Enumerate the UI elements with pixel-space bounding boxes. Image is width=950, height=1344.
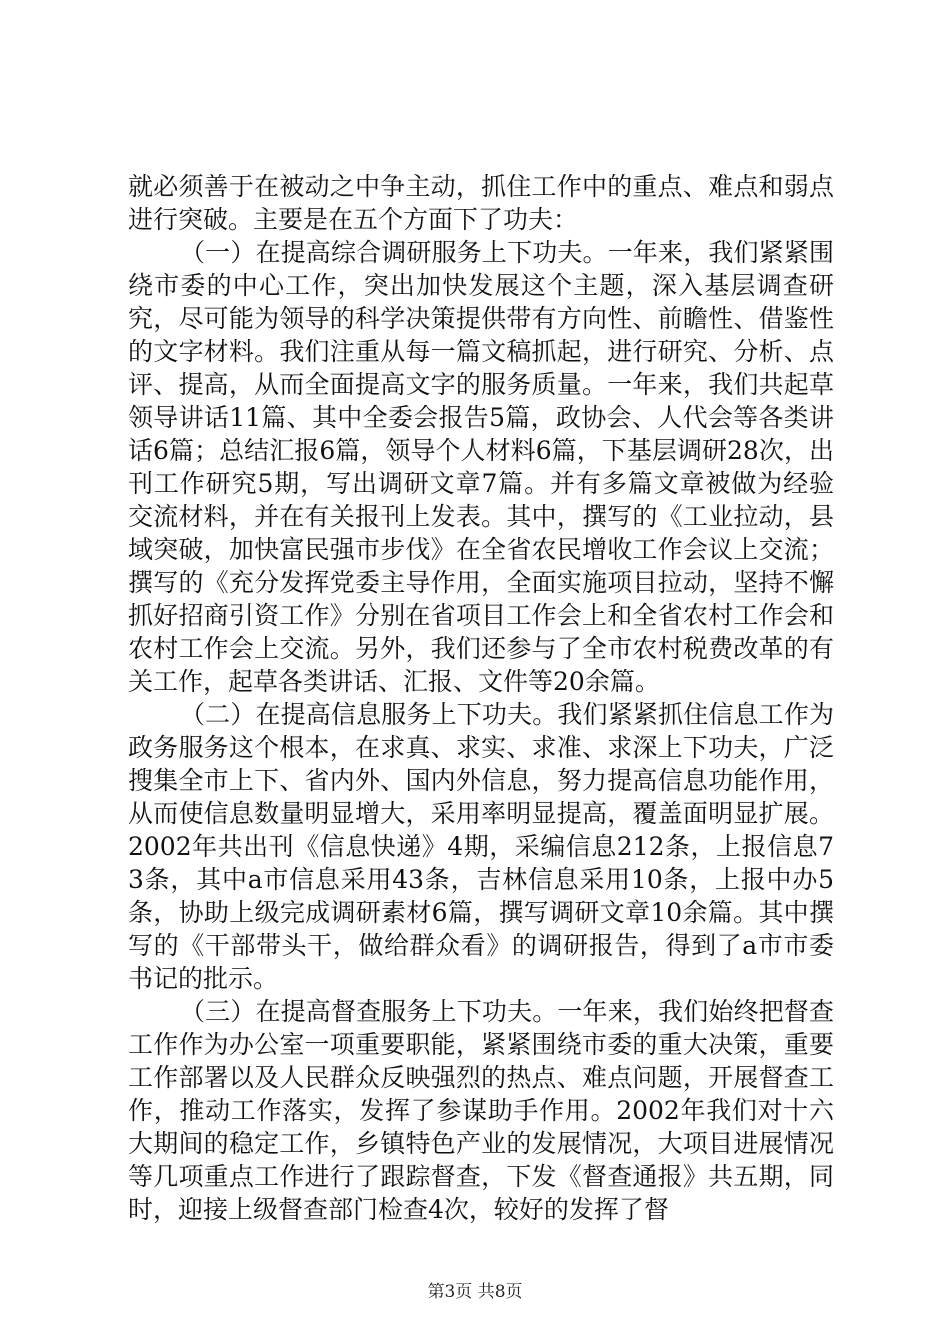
paragraph-information-service: （二）在提高信息服务上下功夫。我们紧紧抓住信息工作为政务服务这个根本，在求真、求实、求准、求深上下功夫，广泛搜集全市上下、省内外、国内外信息，努力提高信息功能作用，从而使信息数量明显增大，采用率明显提高，覆盖面明显扩展。2002年共出刊《信息快递》4期，采编信息212条，上报信息73条，其中a市信息采用43条，吉林信息采用10条，上报中办5条，协助上级完成调研素材6篇，撰写调研文章10余篇。其中撰写的《干部带头干，做给群众看》的调研报告，得到了a市市委书记的批示。 bbox=[128, 700, 834, 993]
document-body bbox=[128, 170, 834, 1226]
paragraph-continuation: 就必须善于在被动之中争主动，抓住工作中的重点、难点和弱点进行突破。主要是在五个方面下了功夫： bbox=[128, 172, 834, 234]
paragraph-research-service: （一）在提高综合调研服务上下功夫。一年来，我们紧紧围绕市委的中心工作，突出加快发展这个主题，深入基层调查研究，尽可能为领导的科学决策提供带有方向性、前瞻性、借鉴性的文字材料。我们注重从每一篇文稿抓起，进行研究、分析、点评、提高，从而全面提高文字的服务质量。一年来，我们共起草领导讲话11篇、其中全委会报告5篇，政协会、人代会等各类讲话6篇；总结汇报6篇，领导个人材料6篇，下基层调研28次，出刊工作研究5期，写出调研文章7篇。并有多篇文章被做为经验交流材料，并在有关报刊上发表。其中，撰写的《工业拉动，县域突破，加快富民强市步伐》在全省农民增收工作会议上交流；撰写的《充分发挥党委主导作用，全面实施项目拉动，坚持不懈抓好招商引资工作》分别在省项目工作会上和全省农村工作会和农村工作会上交流。另外，我们还参与了全市农村税费改革的有关工作，起草各类讲话、汇报、文件等20余篇。 bbox=[128, 238, 834, 696]
page-number-footer: 第3页 共8页 bbox=[427, 1282, 523, 1302]
paragraph-supervision-service: （三）在提高督查服务上下功夫。一年来，我们始终把督查工作作为办公室一项重要职能，紧紧围绕市委的重大决策，重要工作部署以及人民群众反映强烈的热点、难点问题，开展督查工作，推动工作落实，发挥了参谋助手作用。2002年我们对十六大期间的稳定工作，乡镇特色产业的发展情况，大项目进展情况等几项重点工作进行了跟踪督查，下发《督查通报》共五期，同时，迎接上级督查部门检查4次，较好的发挥了督 bbox=[128, 997, 834, 1224]
